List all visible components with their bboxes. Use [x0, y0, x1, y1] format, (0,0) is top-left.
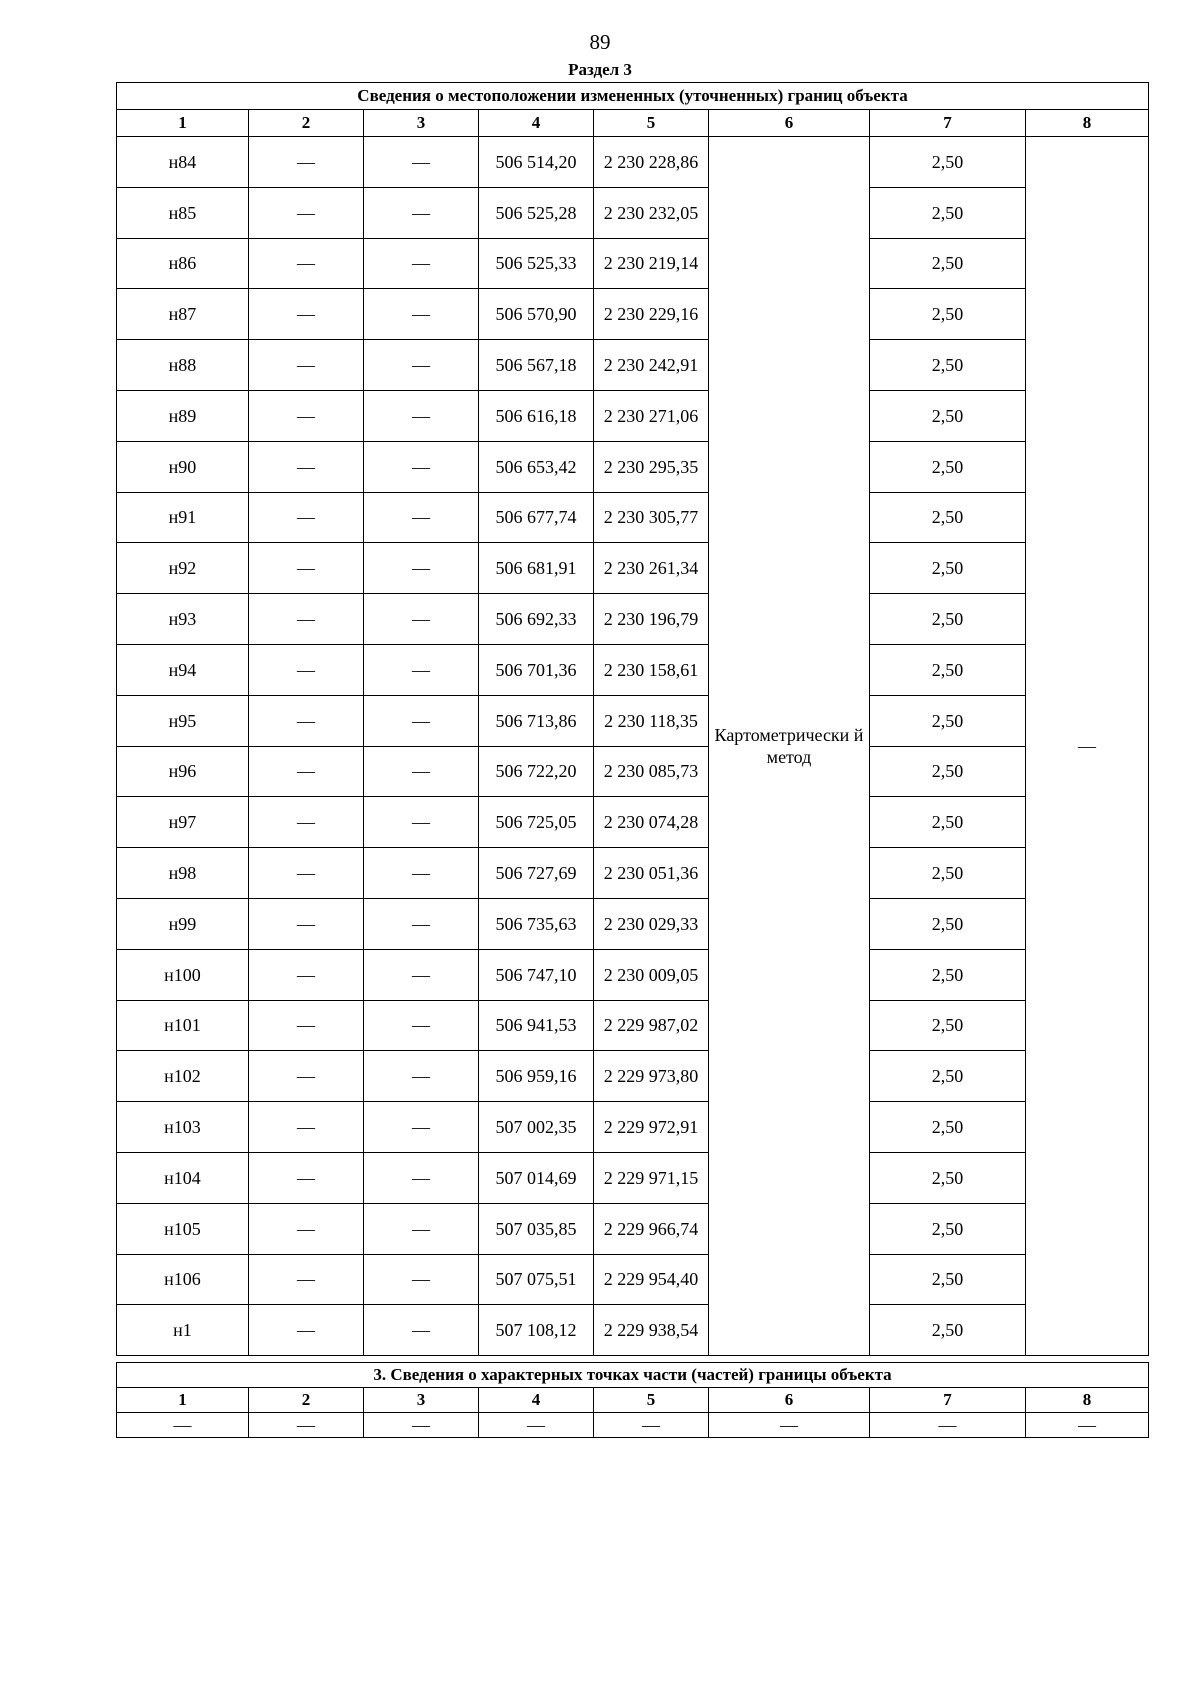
point-cell: н103 — [117, 1102, 249, 1153]
accuracy-cell: 2,50 — [870, 1051, 1026, 1102]
table-row — [117, 340, 1149, 391]
table-row — [117, 1000, 1149, 1051]
column-number-2: 2 — [249, 1388, 364, 1413]
table-row — [117, 1051, 1149, 1102]
column-number-5: 5 — [594, 110, 709, 137]
col2-cell: — — [249, 1000, 364, 1051]
x-coordinate-cell: 506 567,18 — [479, 340, 594, 391]
table-row — [117, 644, 1149, 695]
point-cell: н87 — [117, 289, 249, 340]
table-row — [117, 238, 1149, 289]
col3-cell: — — [364, 949, 479, 1000]
x-coordinate-cell: 506 692,33 — [479, 594, 594, 645]
x-coordinate-cell: 506 701,36 — [479, 644, 594, 695]
column-number-2: 2 — [249, 110, 364, 137]
column-number-4: 4 — [479, 110, 594, 137]
x-coordinate-cell: 507 035,85 — [479, 1203, 594, 1254]
accuracy-cell: 2,50 — [870, 1203, 1026, 1254]
x-coordinate-cell: 506 677,74 — [479, 492, 594, 543]
accuracy-cell: 2,50 — [870, 137, 1026, 188]
y-coordinate-cell: 2 230 051,36 — [594, 848, 709, 899]
point-cell: н98 — [117, 848, 249, 899]
col3-cell: — — [364, 1203, 479, 1254]
y-coordinate-cell: 2 230 232,05 — [594, 187, 709, 238]
col3-cell: — — [364, 1102, 479, 1153]
point-cell: н93 — [117, 594, 249, 645]
table-row — [117, 137, 1149, 188]
accuracy-cell: 2,50 — [870, 746, 1026, 797]
col3-cell: — — [364, 1152, 479, 1203]
column-number-1: 1 — [117, 110, 249, 137]
accuracy-cell: 2,50 — [870, 1254, 1026, 1305]
table-row — [117, 1254, 1149, 1305]
accuracy-cell: 2,50 — [870, 594, 1026, 645]
x-coordinate-cell: 506 525,28 — [479, 187, 594, 238]
col3-cell: — — [364, 594, 479, 645]
column-number-row — [117, 110, 1149, 137]
sub-table-cell-8: — — [1026, 1413, 1149, 1438]
y-coordinate-cell: 2 230 118,35 — [594, 695, 709, 746]
sub-table-cell-2: — — [249, 1413, 364, 1438]
sub-column-number-row — [117, 1388, 1149, 1413]
table-row — [117, 898, 1149, 949]
x-coordinate-cell: 507 075,51 — [479, 1254, 594, 1305]
y-coordinate-cell: 2 229 987,02 — [594, 1000, 709, 1051]
x-coordinate-cell: 506 616,18 — [479, 390, 594, 441]
accuracy-cell: 2,50 — [870, 848, 1026, 899]
x-coordinate-cell: 506 525,33 — [479, 238, 594, 289]
point-cell: н86 — [117, 238, 249, 289]
point-cell: н104 — [117, 1152, 249, 1203]
point-cell: н102 — [117, 1051, 249, 1102]
col2-cell: — — [249, 848, 364, 899]
col3-cell: — — [364, 187, 479, 238]
col2-cell: — — [249, 1254, 364, 1305]
x-coordinate-cell: 506 727,69 — [479, 848, 594, 899]
col2-cell: — — [249, 1152, 364, 1203]
table-row — [117, 695, 1149, 746]
accuracy-cell: 2,50 — [870, 390, 1026, 441]
sub-table-cell-7: — — [870, 1413, 1026, 1438]
accuracy-cell: 2,50 — [870, 695, 1026, 746]
point-cell: н105 — [117, 1203, 249, 1254]
table-row — [117, 441, 1149, 492]
col3-cell: — — [364, 746, 479, 797]
accuracy-cell: 2,50 — [870, 1152, 1026, 1203]
point-cell: н94 — [117, 644, 249, 695]
col3-cell: — — [364, 137, 479, 188]
column-number-6: 6 — [709, 110, 870, 137]
sub-table-cell-3: — — [364, 1413, 479, 1438]
accuracy-cell: 2,50 — [870, 238, 1026, 289]
col2-cell: — — [249, 289, 364, 340]
y-coordinate-cell: 2 230 196,79 — [594, 594, 709, 645]
table-row — [117, 594, 1149, 645]
col2-cell: — — [249, 340, 364, 391]
y-coordinate-cell: 2 230 261,34 — [594, 543, 709, 594]
table-row — [117, 543, 1149, 594]
accuracy-cell: 2,50 — [870, 949, 1026, 1000]
sub-table-cell-6: — — [709, 1413, 870, 1438]
table-row — [117, 390, 1149, 441]
point-cell: н85 — [117, 187, 249, 238]
y-coordinate-cell: 2 229 938,54 — [594, 1305, 709, 1356]
x-coordinate-cell: 506 514,20 — [479, 137, 594, 188]
x-coordinate-cell: 507 014,69 — [479, 1152, 594, 1203]
table-row — [117, 1102, 1149, 1153]
col2-cell: — — [249, 543, 364, 594]
col3-cell: — — [364, 1051, 479, 1102]
x-coordinate-cell: 507 108,12 — [479, 1305, 594, 1356]
y-coordinate-cell: 2 229 966,74 — [594, 1203, 709, 1254]
table-row — [117, 1305, 1149, 1356]
x-coordinate-cell: 506 735,63 — [479, 898, 594, 949]
col3-cell: — — [364, 441, 479, 492]
x-coordinate-cell: 506 959,16 — [479, 1051, 594, 1102]
point-cell: н100 — [117, 949, 249, 1000]
sub-table-row — [117, 1413, 1149, 1438]
sub-table-cell-1: — — [117, 1413, 249, 1438]
column-number-3: 3 — [364, 110, 479, 137]
column-number-8: 8 — [1026, 110, 1149, 137]
point-cell: н99 — [117, 898, 249, 949]
col2-cell: — — [249, 644, 364, 695]
y-coordinate-cell: 2 230 219,14 — [594, 238, 709, 289]
point-cell: н90 — [117, 441, 249, 492]
accuracy-cell: 2,50 — [870, 1102, 1026, 1153]
y-coordinate-cell: 2 230 229,16 — [594, 289, 709, 340]
point-cell: н88 — [117, 340, 249, 391]
point-cell: н101 — [117, 1000, 249, 1051]
accuracy-cell: 2,50 — [870, 898, 1026, 949]
col3-cell: — — [364, 797, 479, 848]
col2-cell: — — [249, 187, 364, 238]
sub-table-title: 3. Сведения о характерных точках части (частей) границы объекта — [117, 1363, 1149, 1388]
y-coordinate-cell: 2 230 074,28 — [594, 797, 709, 848]
x-coordinate-cell: 506 725,05 — [479, 797, 594, 848]
part-points-table — [116, 1362, 1149, 1438]
y-coordinate-cell: 2 230 029,33 — [594, 898, 709, 949]
y-coordinate-cell: 2 230 305,77 — [594, 492, 709, 543]
table-row — [117, 797, 1149, 848]
table-row — [117, 949, 1149, 1000]
table-row — [117, 848, 1149, 899]
accuracy-cell: 2,50 — [870, 187, 1026, 238]
point-cell: н92 — [117, 543, 249, 594]
column-number-6: 6 — [709, 1388, 870, 1413]
x-coordinate-cell: 507 002,35 — [479, 1102, 594, 1153]
y-coordinate-cell: 2 230 271,06 — [594, 390, 709, 441]
y-coordinate-cell: 2 229 972,91 — [594, 1102, 709, 1153]
y-coordinate-cell: 2 230 158,61 — [594, 644, 709, 695]
y-coordinate-cell: 2 229 973,80 — [594, 1051, 709, 1102]
column-number-4: 4 — [479, 1388, 594, 1413]
col2-cell: — — [249, 238, 364, 289]
point-cell: н96 — [117, 746, 249, 797]
col2-cell: — — [249, 594, 364, 645]
section-title: Раздел 3 — [568, 60, 632, 79]
x-coordinate-cell: 506 570,90 — [479, 289, 594, 340]
accuracy-cell: 2,50 — [870, 1000, 1026, 1051]
col2-cell: — — [249, 1203, 364, 1254]
col3-cell: — — [364, 1254, 479, 1305]
col3-cell: — — [364, 848, 479, 899]
col2-cell: — — [249, 898, 364, 949]
table-title: Сведения о местоположении измененных (уточненных) границ объекта — [117, 83, 1149, 110]
column-number-8: 8 — [1026, 1388, 1149, 1413]
column-number-3: 3 — [364, 1388, 479, 1413]
table-row — [117, 746, 1149, 797]
accuracy-cell: 2,50 — [870, 644, 1026, 695]
point-cell: н106 — [117, 1254, 249, 1305]
x-coordinate-cell: 506 681,91 — [479, 543, 594, 594]
point-cell: н91 — [117, 492, 249, 543]
column-number-7: 7 — [870, 1388, 1026, 1413]
col2-cell: — — [249, 492, 364, 543]
y-coordinate-cell: 2 230 242,91 — [594, 340, 709, 391]
accuracy-cell: 2,50 — [870, 340, 1026, 391]
col2-cell: — — [249, 695, 364, 746]
col3-cell: — — [364, 898, 479, 949]
col3-cell: — — [364, 390, 479, 441]
x-coordinate-cell: 506 747,10 — [479, 949, 594, 1000]
col2-cell: — — [249, 949, 364, 1000]
col3-cell: — — [364, 238, 479, 289]
col2-cell: — — [249, 746, 364, 797]
y-coordinate-cell: 2 229 971,15 — [594, 1152, 709, 1203]
y-coordinate-cell: 2 230 295,35 — [594, 441, 709, 492]
col3-cell: — — [364, 695, 479, 746]
col2-cell: — — [249, 1102, 364, 1153]
y-coordinate-cell: 2 230 009,05 — [594, 949, 709, 1000]
col3-cell: — — [364, 1305, 479, 1356]
column-number-1: 1 — [117, 1388, 249, 1413]
sub-table-cell-4: — — [479, 1413, 594, 1438]
x-coordinate-cell: 506 653,42 — [479, 441, 594, 492]
accuracy-cell: 2,50 — [870, 797, 1026, 848]
table-row — [117, 1203, 1149, 1254]
col2-cell: — — [249, 797, 364, 848]
accuracy-cell: 2,50 — [870, 441, 1026, 492]
accuracy-cell: 2,50 — [870, 1305, 1026, 1356]
table-row — [117, 289, 1149, 340]
col3-cell: — — [364, 644, 479, 695]
boundary-points-table — [116, 82, 1149, 1356]
point-cell: н95 — [117, 695, 249, 746]
accuracy-cell: 2,50 — [870, 543, 1026, 594]
column-number-7: 7 — [870, 110, 1026, 137]
sub-table-cell-5: — — [594, 1413, 709, 1438]
col2-cell: — — [249, 390, 364, 441]
col8-cell: — — [1026, 137, 1149, 1356]
point-cell: н1 — [117, 1305, 249, 1356]
x-coordinate-cell: 506 713,86 — [479, 695, 594, 746]
y-coordinate-cell: 2 230 085,73 — [594, 746, 709, 797]
col2-cell: — — [249, 1051, 364, 1102]
table-row — [117, 187, 1149, 238]
x-coordinate-cell: 506 941,53 — [479, 1000, 594, 1051]
point-cell: н89 — [117, 390, 249, 441]
col2-cell: — — [249, 441, 364, 492]
col3-cell: — — [364, 1000, 479, 1051]
x-coordinate-cell: 506 722,20 — [479, 746, 594, 797]
y-coordinate-cell: 2 230 228,86 — [594, 137, 709, 188]
method-cell: Картометрически й метод — [709, 137, 870, 1356]
column-number-5: 5 — [594, 1388, 709, 1413]
col3-cell: — — [364, 289, 479, 340]
table-row — [117, 1152, 1149, 1203]
page-number: 89 — [589, 30, 611, 54]
accuracy-cell: 2,50 — [870, 492, 1026, 543]
col3-cell: — — [364, 543, 479, 594]
col3-cell: — — [364, 340, 479, 391]
table-row — [117, 492, 1149, 543]
y-coordinate-cell: 2 229 954,40 — [594, 1254, 709, 1305]
col2-cell: — — [249, 137, 364, 188]
point-cell: н84 — [117, 137, 249, 188]
col2-cell: — — [249, 1305, 364, 1356]
point-cell: н97 — [117, 797, 249, 848]
col3-cell: — — [364, 492, 479, 543]
accuracy-cell: 2,50 — [870, 289, 1026, 340]
